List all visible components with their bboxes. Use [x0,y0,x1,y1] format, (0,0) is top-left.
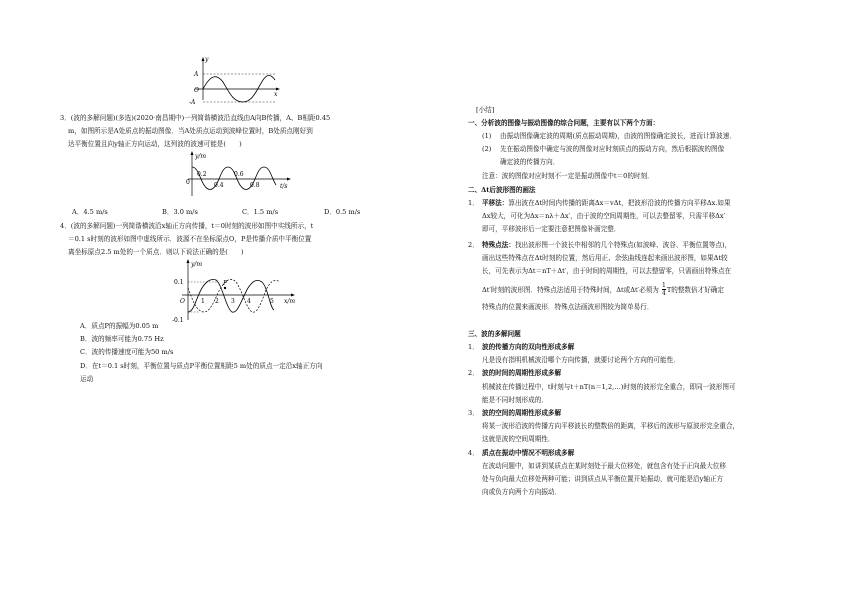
origin-label: 0 [186,179,190,186]
quarter-fraction [662,282,666,297]
x-label: x [274,91,278,98]
item-number: 1． [468,343,479,351]
item-line: 向或负方向两个方向振动． [482,488,562,497]
tick-x1: 1 [201,298,205,305]
q4-option-d-cont: 运动 [80,374,94,383]
s1-item [482,156,822,169]
q4-line-1: 4．(波的多解问题)一列简谐横波沿x轴正方向传播，t＝0时刻的波形如图中实线所示，t [60,222,314,230]
q4-wave-graph [170,258,300,322]
q3-option-b[interactable]: B．3.0 m/s [162,208,198,216]
item-line: 机械波在传播过程中，t时刻与t＋nT(n＝1,2,…)时刻的波形完全重合，即同一波形图可 [482,382,736,391]
summary-heading: [小结] [476,106,495,114]
special-point-line: 特殊点的位置来画波形．特殊点法画波形图较为简单易行． [482,302,654,311]
item-number: 3． [468,409,479,418]
q4-option-c[interactable]: C．波的传播速度可能为50 m/s [80,348,174,357]
special-point-line: 画出这些特殊点在Δt时刻的位置，然后用正、余弦曲线连起来画出波形图，如果Δt较 [482,254,728,263]
fraction-numerator: 1 [662,282,666,290]
multi-solution-item [468,407,828,447]
q4-option-d[interactable]: D．在t＝0.1 s时刻，平衡位置与质点P平衡位置相距5 m处的质点一定沿x轴正方向 [80,361,323,370]
item-line: 将某一波形沿波的传播方向平移波长的整数倍的距离，平移后的波形与原波形完全重合， [482,422,740,431]
tick-t3: 0.6 [234,171,244,178]
point-p [224,287,226,289]
y-label: y [205,56,209,63]
tick-a: A [194,71,199,78]
x-label: t/s [280,183,288,190]
q3-option-d[interactable]: D．0.5 m/s [324,208,361,216]
dashed-wave [188,279,280,312]
special-point-line: 找出波形图一个波长中相邻的几个特殊点(如波峰、波谷、平衡位置等点)， [514,241,732,249]
s1-item [482,143,822,156]
section-3-items [468,341,828,499]
q4-option-b[interactable]: B．波的频率可能为0.75 Hz [80,335,164,344]
question-4 [60,220,410,260]
question-3 [60,112,410,152]
multi-solution-item [468,341,828,367]
y-axis-arrow [191,151,194,155]
translation-title: 平移法： [482,199,509,207]
tick-y-pos: 0.1 [174,279,184,286]
tick-x3: 3 [231,298,235,305]
s1-item [482,130,822,143]
t-axis-arrow [287,178,291,181]
item-title: 波的时间的周期性形成多解 [482,369,562,378]
tick-x4: 4 [247,298,251,305]
fraction-denominator: 4 [662,290,666,298]
tick-x5: 5 [270,298,274,305]
tick-x2: 2 [215,298,219,305]
top-wave-graph [185,52,285,104]
q4-option-a[interactable]: A．质点P的振幅为0.05 m [80,322,159,330]
s1-item-text: 先在振动图像中确定与波的图像对应时刻质点的振动方向，然后根据波的图像 [500,145,725,154]
tick-o: O [194,87,199,94]
tick-t1: 0.2 [197,171,207,178]
special-point-line: 长，可先表示为Δt＝nT＋Δt′，由于时间的周期性，可以去整留零，只需画出特殊点在 [482,267,732,276]
special-point-line: Δt′时刻的波形图．特殊点法适用于特殊时间，Δt或Δt′必须为 [482,285,659,294]
tick-t4: 0.8 [250,182,260,189]
solid-wave [188,279,274,312]
x-label: x/m [284,298,296,305]
q3-line-3: 达平衡位置且向y轴正方向运动，这列波的波速可能是( ) [68,140,242,149]
item-line: 能是不同时刻形成的． [482,395,548,404]
item-title: 波的传播方向的双向性形成多解 [482,343,575,351]
q4-options [80,320,410,386]
item-title: 波的空间的周期性形成多解 [482,409,562,418]
s1-item-text: 由振动图像确定波的周期(质点振动周期)，由波的图像确定波长，进而计算波速． [500,132,736,140]
origin-label: O [180,298,185,305]
y-axis-arrow [187,259,190,263]
y-label: y/m [195,153,207,160]
item-title: 质点在振动中情况不明形成多解 [482,448,575,457]
special-point-method: 2． 特殊点法：找出波形图一个波长中相邻的几个特殊点(如波峰、波谷、平衡位置等点)， 画出这些特殊点在Δt时刻的位置，然后用正、余弦曲线连起来画出波形图，如果Δt较 长，可先表示为Δt＝nT＋Δt′，由于时间的周期性，可以去整留零，只需画出特殊点在 Δt′时刻的波形图．特殊点法适用于特殊时间，Δt或Δt′必须为 $\frac{1}{4}$ T的整数倍才好确定 特殊点的位置来画波形．特殊点法画波形图较为简单易行． [468,239,828,314]
translation-line: 即可，平移波形后一定要注意把图像补画完整． [482,225,621,234]
multi-solution-item [468,367,828,407]
tick-t2: 0.4 [214,182,224,189]
multi-solution-item [468,447,828,500]
item-line: 在波动问题中，如讲到某质点在某时刻处于最大位移处，就包含有处于正向最大位移 [482,461,726,470]
q3-line-2: m，如图所示是A处质点的振动图像．当A处质点运动到波峰位置时，B处质点刚好到 [68,127,313,136]
q3-option-c[interactable]: C．1.5 m/s [242,208,279,216]
q4-line-3: 离坐标原点2.5 m处的一个质点．则以下说法正确的是( ) [68,248,244,257]
special-point-line-fraction [468,279,828,301]
q4-line-2: ＝0.1 s时刻的波形如图中虚线所示．波源不在坐标原点O，P是传播介质中平衡位置 [68,235,312,244]
s1-note: 注意：波的图像对应时刻不一定是振动图像中t＝0的时刻． [482,171,654,180]
section-2-title: 二、Δt后波形图的画法 [468,186,536,194]
translation-method: 1． 平移法：算出波在Δt时间内传播的距离Δx＝vΔt，把波形沿波的传播方向平移Δx.如果 Δx较大，可化为Δx＝nλ＋Δx′，由于波的空间周期性，可以去整留零，只需平移Δx′ 即可，平移波形后一定要注意把图像补画完整． [468,197,828,237]
section-1-items [482,130,822,183]
special-point-line: T的整数倍才好确定 [666,285,724,294]
section-3-title: 三、波的多解问题 [468,330,521,338]
p-label: P [223,280,228,287]
translation-line: 算出波在Δt时间内传播的距离Δx＝vΔt，把波形沿波的传播方向平移Δx.如果 [508,199,731,207]
x-axis-arrow [291,294,295,297]
item-number: 4． [468,448,479,457]
tick-y-neg: -0.1 [172,317,184,322]
s1-item-num: (2) [482,145,492,154]
item-line: 这就是波的空间周期性． [482,435,555,444]
section-1-title: 一、分析波的图像与振动图像的综合问题，主要有以下两个方面： [468,119,660,127]
translation-line: Δx较大，可化为Δx＝nλ＋Δx′，由于波的空间周期性，可以去整留零，只需平移Δx′ [482,212,726,221]
y-label: y/m [191,261,203,268]
q3-option-a[interactable]: A．4.5 m/s [72,208,108,216]
special-point-title: 特殊点法： [482,241,515,249]
s1-item-num: (1) [482,132,492,140]
q3-vibration-graph [180,150,300,200]
item-line: 凡是没有指明机械波沿哪个方向传播，就要讨论两个方向的可能性． [482,356,680,365]
item-number: 2． [468,369,479,378]
item-line: 处与负向最大位移处两种可能；讲到质点从平衡位置开始振动，就可能是沿y轴正方 [482,475,724,484]
tick-neg-a: -A [189,99,196,104]
s1-item-text: 确定波的传播方向． [500,158,560,167]
q3-line-1: 3．(波的多解问题)(多选)(2020·南昌期中)一列简谐横波沿直线由A向B传播，A、B相距0.45 [60,114,331,122]
